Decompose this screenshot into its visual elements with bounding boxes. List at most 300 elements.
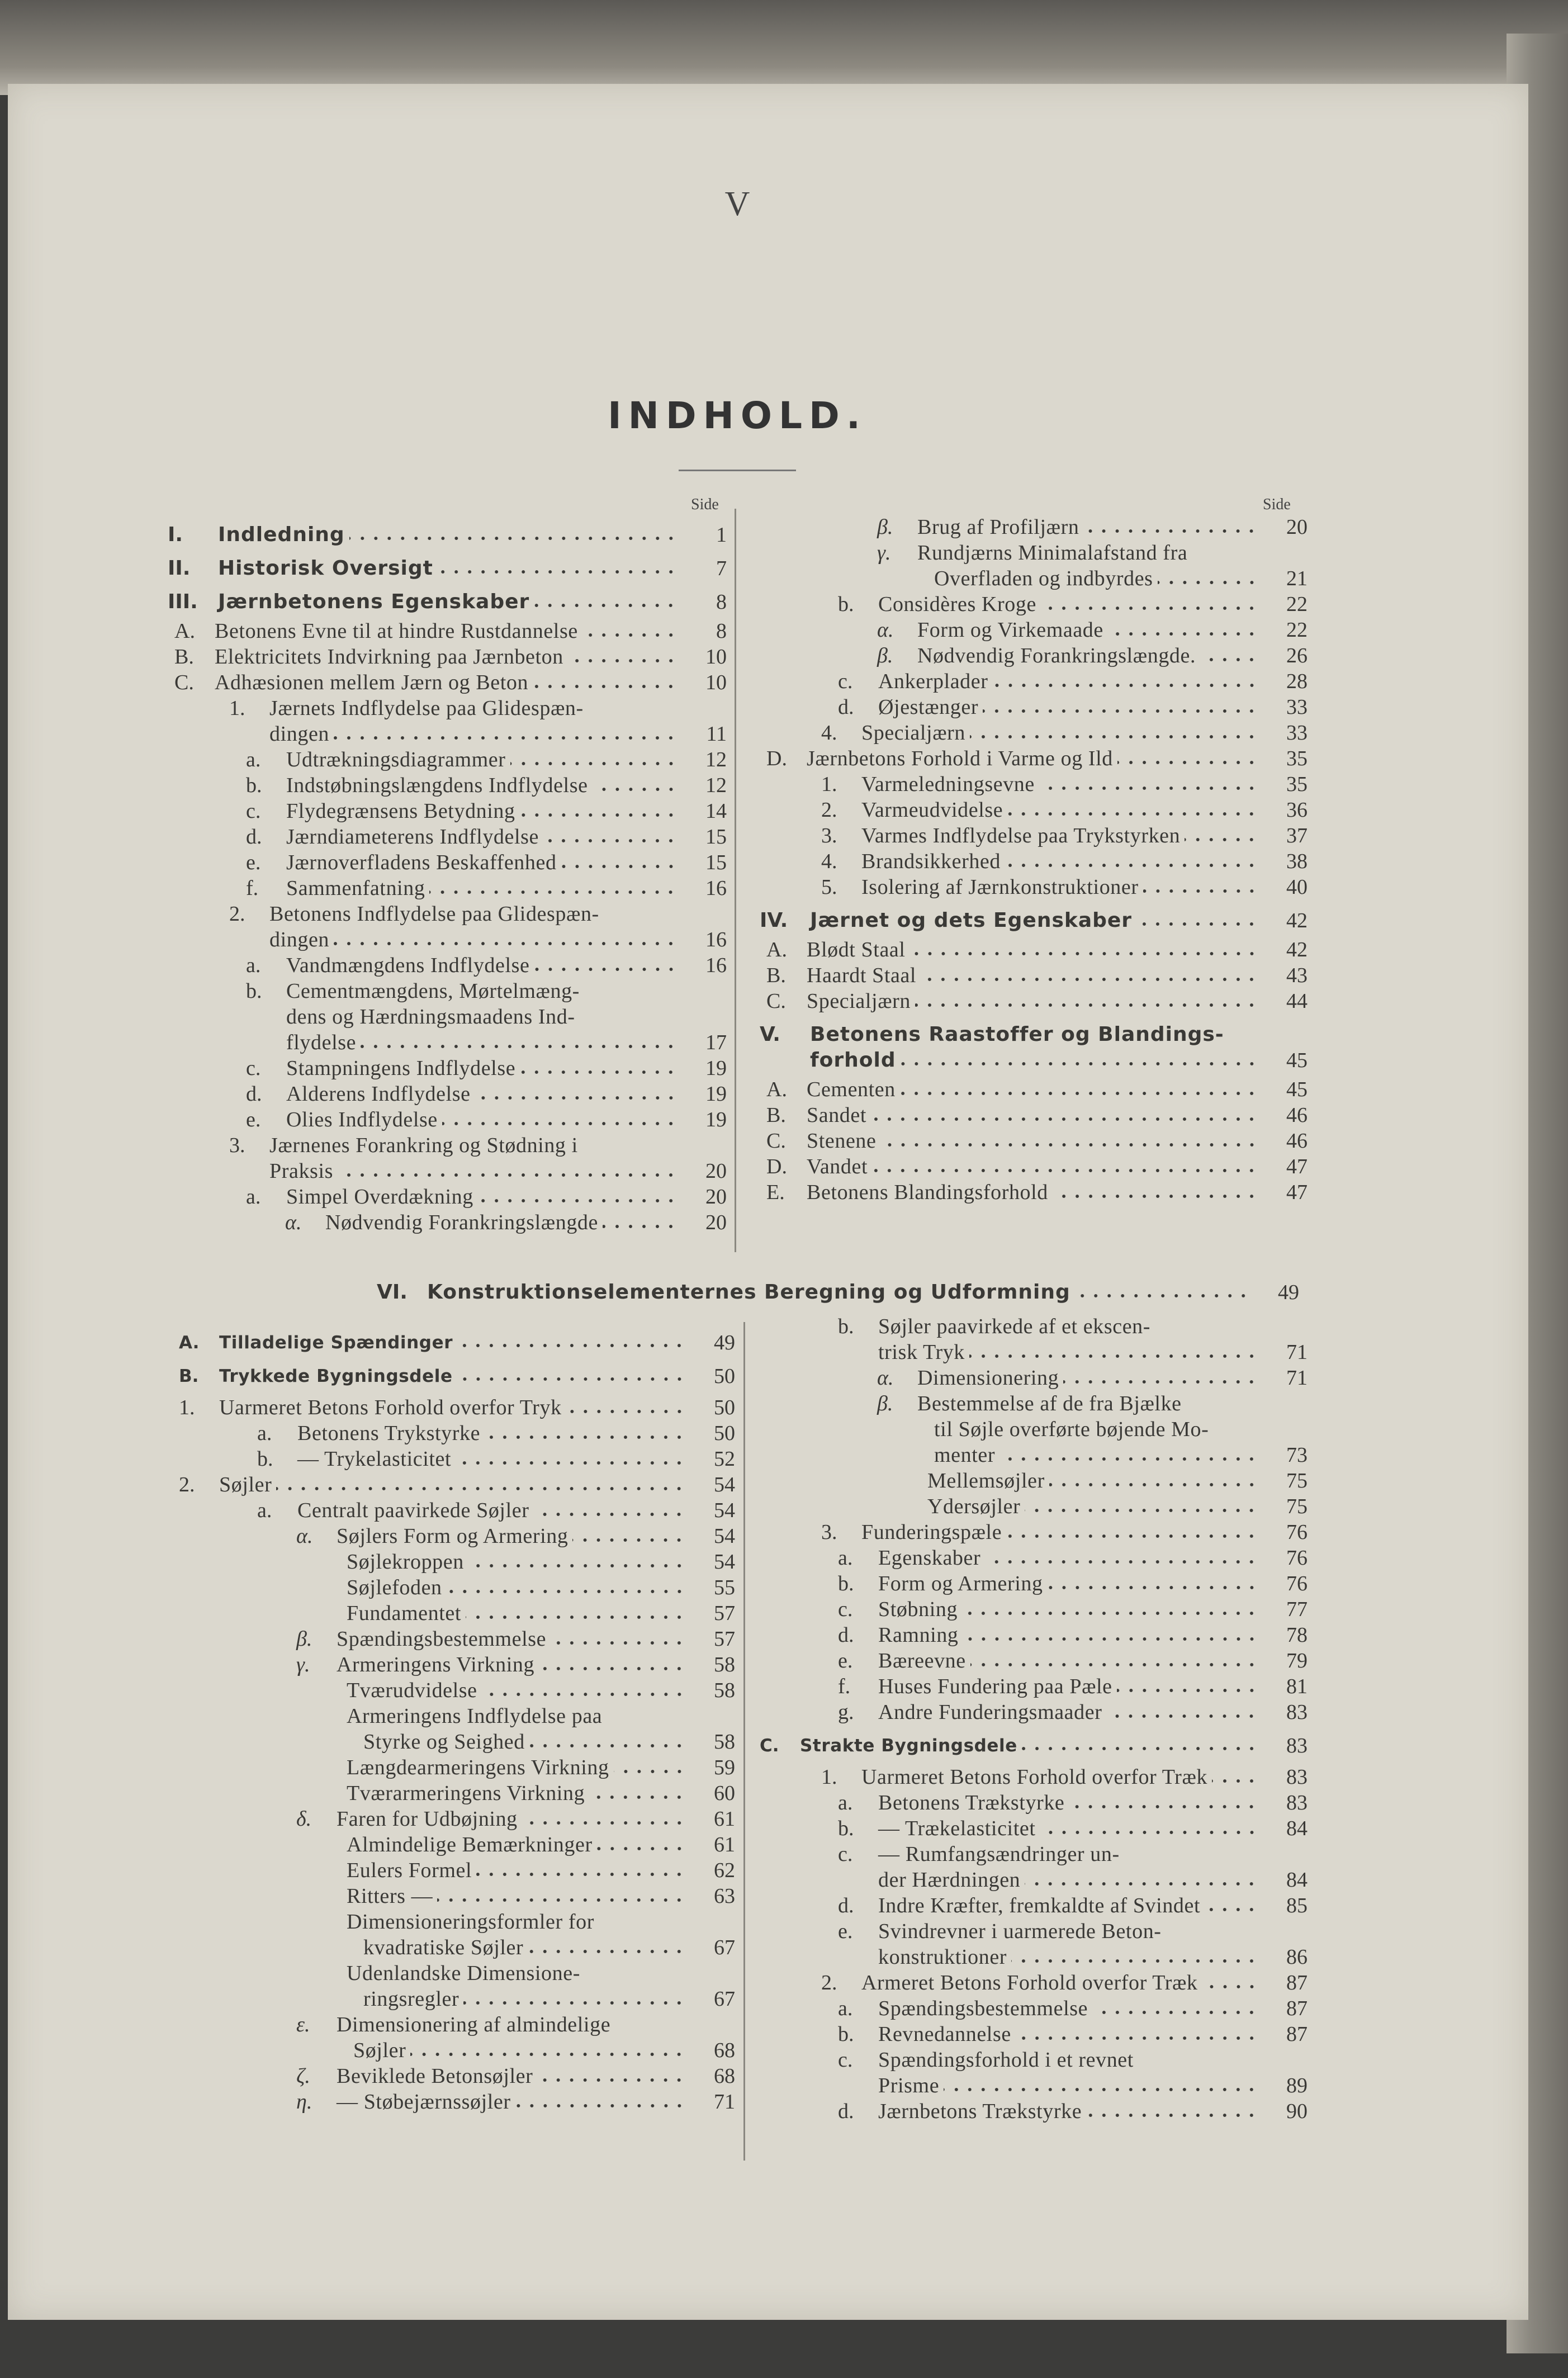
toc-page-number: 60 bbox=[714, 1782, 735, 1805]
dot-leader bbox=[1200, 657, 1258, 662]
dot-leader bbox=[349, 536, 678, 541]
dot-leader bbox=[1053, 1193, 1258, 1199]
toc-entry bbox=[257, 1420, 735, 1446]
toc-entry-label: 1. bbox=[821, 773, 837, 796]
toc-entry-label: 2. bbox=[179, 1473, 195, 1496]
toc-page-number: 12 bbox=[705, 774, 727, 797]
dot-leader bbox=[572, 1537, 686, 1543]
toc-bottom-left-column bbox=[179, 1322, 735, 2115]
toc-entry-title: Stampningens Indflydelse bbox=[286, 1057, 516, 1080]
toc-entry-label: 5. bbox=[821, 875, 837, 899]
toc-page-number: 89 bbox=[1286, 2074, 1308, 2097]
toc-entry-label: b. bbox=[246, 774, 262, 797]
toc-entry-title: Søjlers Form og Armering bbox=[337, 1524, 569, 1548]
dot-leader bbox=[442, 1121, 678, 1126]
toc-page-number: 83 bbox=[1286, 1791, 1308, 1815]
toc-entry bbox=[246, 824, 727, 850]
toc-page-number: 83 bbox=[1286, 1734, 1308, 1758]
toc-entry-label: a. bbox=[257, 1499, 272, 1522]
dot-leader bbox=[1041, 605, 1258, 611]
toc-page-number: 58 bbox=[714, 1653, 735, 1676]
toc-entry-label: D. bbox=[766, 747, 787, 770]
book-page bbox=[8, 84, 1528, 2320]
toc-entry-label: c. bbox=[246, 1057, 261, 1080]
toc-entry bbox=[229, 695, 727, 747]
dot-leader bbox=[534, 603, 678, 608]
toc-entry-title: Ydersøjler bbox=[927, 1495, 1021, 1518]
toc-entry-title: Adhæsionen mellem Jærn og Beton bbox=[215, 671, 529, 694]
toc-page-number: 8 bbox=[716, 590, 727, 614]
toc-entry-title: Spændingsbestemmelse bbox=[337, 1627, 547, 1651]
toc-entry-label: B. bbox=[766, 964, 786, 987]
toc-bottom-right-column bbox=[760, 1314, 1308, 2124]
toc-entry-label: b. bbox=[838, 1315, 854, 1338]
side-label-left: Side bbox=[691, 496, 719, 513]
toc-entry-title: Tværudvidelse bbox=[347, 1679, 477, 1702]
dot-leader bbox=[1005, 863, 1258, 868]
toc-entry bbox=[246, 850, 727, 875]
toc-entry-label: VI. bbox=[377, 1281, 408, 1304]
dot-leader bbox=[597, 1846, 686, 1851]
toc-page-number: 76 bbox=[1286, 1572, 1308, 1595]
toc-entry-label: D. bbox=[766, 1155, 787, 1178]
dot-leader bbox=[915, 1002, 1258, 1008]
toc-entry bbox=[838, 1314, 1308, 1365]
toc-top-left-column bbox=[168, 514, 727, 1235]
dot-leader bbox=[1212, 1778, 1258, 1784]
dot-leader bbox=[962, 1610, 1258, 1616]
toc-page-number: 71 bbox=[714, 2090, 735, 2114]
dot-leader bbox=[476, 1872, 686, 1877]
toc-entry-title: Søjler bbox=[219, 1473, 272, 1496]
toc-page-number: 54 bbox=[714, 1550, 735, 1574]
toc-entry-label: b. bbox=[838, 1817, 854, 1840]
dot-leader bbox=[561, 864, 678, 869]
toc-entry-label: γ. bbox=[296, 1653, 310, 1676]
toc-page-number: 76 bbox=[1286, 1546, 1308, 1570]
toc-entry-title: Funderingspæle bbox=[861, 1520, 1002, 1544]
toc-entry-label: c. bbox=[838, 670, 853, 693]
toc-entry-title: Considères Kroge bbox=[878, 593, 1036, 616]
dot-leader bbox=[566, 1409, 686, 1414]
toc-page-number: 20 bbox=[1286, 515, 1308, 539]
toc-entry-title: Almindelige Bemærkninger bbox=[347, 1833, 593, 1856]
toc-page-number: 57 bbox=[714, 1627, 735, 1651]
toc-entry-title: Dimensionering af almindelige bbox=[337, 2013, 611, 2036]
toc-entry-title: Konstruktionselementernes Beregning og Udformning bbox=[427, 1281, 1070, 1304]
toc-entry bbox=[347, 1909, 735, 1960]
toc-entry-title: Udtrækningsdiagrammer bbox=[286, 748, 506, 771]
page-number: V bbox=[724, 185, 750, 223]
toc-page-number: 50 bbox=[714, 1365, 735, 1388]
toc-entry bbox=[838, 2021, 1308, 2047]
toc-entry-title: Ramning bbox=[878, 1623, 959, 1647]
dot-leader bbox=[1011, 1958, 1258, 1964]
toc-entry-label: II. bbox=[168, 557, 191, 580]
toc-entry bbox=[877, 1365, 1308, 1391]
toc-entry-title: Armeret Betons Forhold overfor Træk bbox=[861, 1971, 1198, 1995]
toc-entry-title: Armeringens Indflydelse paa bbox=[347, 1704, 603, 1728]
dot-leader bbox=[1143, 888, 1258, 894]
toc-entry-title: Eulers Formel bbox=[347, 1859, 472, 1882]
dot-leader bbox=[334, 941, 678, 946]
toc-entry bbox=[766, 1179, 1308, 1205]
toc-entry bbox=[821, 1519, 1308, 1545]
toc-entry-label: A. bbox=[179, 1333, 200, 1353]
toc-entry-title: Brug af Profiljærn bbox=[917, 515, 1079, 539]
toc-page-number: 20 bbox=[705, 1185, 727, 1209]
toc-entry-label: e. bbox=[246, 851, 261, 874]
toc-page-number: 54 bbox=[714, 1473, 735, 1496]
toc-entry-label: β. bbox=[877, 1392, 893, 1415]
toc-entry bbox=[174, 670, 727, 695]
toc-entry-title: Jærnets Indflydelse paa Glidespæn- bbox=[269, 697, 584, 720]
dot-leader bbox=[551, 1640, 686, 1646]
toc-page-number: 42 bbox=[1286, 938, 1308, 961]
toc-entry-title: Betonens Raastoffer og Blandings- bbox=[810, 1023, 1224, 1046]
toc-page-number: 16 bbox=[705, 877, 727, 900]
toc-entry bbox=[760, 908, 1308, 934]
dot-leader bbox=[970, 734, 1258, 740]
dot-leader bbox=[881, 1142, 1259, 1148]
toc-entry-title: Cementen bbox=[807, 1078, 896, 1101]
dot-leader bbox=[466, 1614, 686, 1620]
toc-entry-label: 1. bbox=[821, 1765, 837, 1789]
toc-entry bbox=[347, 1703, 735, 1755]
dot-leader bbox=[614, 1769, 686, 1774]
toc-entry-label: b. bbox=[838, 1572, 854, 1595]
toc-page-number: 85 bbox=[1286, 1894, 1308, 1917]
toc-entry-label: δ. bbox=[296, 1807, 312, 1831]
dot-leader bbox=[1069, 1804, 1258, 1809]
dot-leader bbox=[901, 1061, 1258, 1067]
toc-entry-title: — Støbejærnssøjler bbox=[337, 2090, 511, 2114]
toc-entry-title: Sammenfatning bbox=[286, 877, 425, 900]
toc-entry bbox=[347, 1832, 735, 1858]
toc-entry bbox=[821, 823, 1308, 849]
dot-leader bbox=[1039, 785, 1258, 791]
dot-leader bbox=[983, 708, 1258, 714]
toc-entry-title: Praksis bbox=[269, 1159, 333, 1183]
toc-entry-title: Støbning bbox=[878, 1598, 958, 1621]
toc-entry-title: Betonens Blandingsforhold bbox=[807, 1181, 1048, 1204]
dot-leader bbox=[529, 1743, 686, 1749]
toc-entry-title: flydelse bbox=[286, 1031, 357, 1054]
toc-entry-label: 4. bbox=[821, 721, 837, 745]
dot-leader bbox=[1202, 1984, 1258, 1989]
toc-entry bbox=[838, 1996, 1308, 2021]
toc-entry bbox=[838, 1597, 1308, 1622]
toc-entry bbox=[877, 540, 1308, 591]
dot-leader bbox=[533, 684, 678, 689]
dot-leader bbox=[1108, 631, 1258, 637]
toc-page-number: 22 bbox=[1286, 618, 1308, 642]
toc-entry-title: Spændingsbestemmelse bbox=[878, 1997, 1088, 2020]
toc-entry-label: β. bbox=[877, 515, 893, 539]
toc-entry-title: — Trykelasticitet bbox=[297, 1447, 452, 1471]
toc-page-number: 37 bbox=[1286, 824, 1308, 847]
toc-page-number: 55 bbox=[714, 1576, 735, 1599]
toc-entry-title: Svindrevner i uarmerede Beton- bbox=[878, 1920, 1162, 1943]
toc-entry bbox=[766, 1128, 1308, 1154]
toc-entry-label: B. bbox=[174, 645, 194, 669]
toc-entry-title: trisk Tryk bbox=[878, 1340, 965, 1364]
toc-chapter-vi bbox=[377, 1272, 1299, 1309]
toc-entry bbox=[766, 1077, 1308, 1102]
toc-page-number: 61 bbox=[714, 1833, 735, 1856]
toc-entry-title: konstruktioner bbox=[878, 1945, 1007, 1969]
toc-entry bbox=[838, 669, 1308, 694]
dot-leader bbox=[475, 1095, 678, 1101]
toc-entry-label: d. bbox=[838, 1623, 854, 1647]
toc-page-number: 11 bbox=[706, 722, 727, 746]
toc-entry-label: β. bbox=[296, 1627, 312, 1651]
toc-entry-title: der Hærdningen bbox=[878, 1868, 1021, 1892]
toc-entry bbox=[838, 1816, 1308, 1841]
toc-entry-title: Beviklede Betonsøjler bbox=[337, 2064, 533, 2088]
toc-entry-label: 1. bbox=[229, 697, 245, 720]
toc-entry-title: Jærnbetons Trækstyrke bbox=[878, 2100, 1082, 2123]
toc-entry-title: Varmeudvidelse bbox=[861, 798, 1003, 822]
dot-leader bbox=[921, 977, 1258, 982]
toc-entry-title: — Rumfangsændringer un- bbox=[878, 1842, 1120, 1866]
toc-entry-label: a. bbox=[246, 748, 261, 771]
toc-page-number: 35 bbox=[1286, 773, 1308, 796]
toc-page-number: 20 bbox=[705, 1159, 727, 1183]
toc-entry-label: C. bbox=[766, 989, 786, 1013]
toc-entry-title: Betonens Evne til at hindre Rustdannelse bbox=[215, 619, 578, 643]
toc-entry-label: 1. bbox=[179, 1396, 195, 1419]
toc-entry bbox=[296, 2089, 735, 2115]
toc-entry-title: Trykkede Bygningsdele bbox=[219, 1366, 453, 1386]
toc-entry-title: Stenene bbox=[807, 1129, 877, 1153]
toc-entry-label: c. bbox=[838, 2048, 853, 2072]
toc-entry-label: c. bbox=[838, 1598, 853, 1621]
toc-entry-title: Jærnet og dets Egenskaber bbox=[810, 909, 1133, 932]
toc-entry bbox=[296, 2063, 735, 2089]
dot-leader bbox=[1025, 1881, 1258, 1887]
toc-entry-label: ε. bbox=[296, 2013, 310, 2036]
toc-page-number: 77 bbox=[1286, 1598, 1308, 1621]
dot-leader bbox=[543, 838, 678, 844]
toc-page-number: 28 bbox=[1286, 670, 1308, 693]
toc-page-number: 83 bbox=[1286, 1765, 1308, 1789]
toc-entry bbox=[838, 1648, 1308, 1674]
toc-page-number: 45 bbox=[1286, 1049, 1308, 1072]
toc-entry-title: Dimensionering bbox=[917, 1366, 1059, 1390]
toc-entry-label: 3. bbox=[821, 824, 837, 847]
toc-entry-title: Jærndiameterens Indflydelse bbox=[286, 825, 539, 849]
toc-entry-title: Andre Funderingsmaader bbox=[878, 1700, 1102, 1724]
toc-entry bbox=[347, 1600, 735, 1626]
toc-entry bbox=[168, 522, 727, 548]
toc-entry bbox=[821, 771, 1308, 797]
toc-page-number: 84 bbox=[1286, 1868, 1308, 1892]
dot-leader bbox=[429, 889, 678, 895]
toc-top-right-column bbox=[760, 514, 1308, 1205]
toc-entry-title: Søjlekroppen bbox=[347, 1550, 464, 1574]
toc-entry bbox=[838, 1918, 1308, 1970]
toc-entry-title: Længdearmeringens Virkning bbox=[347, 1756, 609, 1779]
dot-leader bbox=[539, 1666, 686, 1671]
toc-entry-label: a. bbox=[838, 1791, 853, 1815]
toc-entry-title: Ritters — bbox=[347, 1884, 433, 1908]
toc-entry-title: Specialjærn bbox=[861, 721, 966, 745]
page-title: INDHOLD. bbox=[608, 394, 867, 437]
toc-entry bbox=[821, 1970, 1308, 1996]
toc-entry-title: ringsregler bbox=[363, 1987, 459, 2011]
toc-entry-label: C. bbox=[760, 1736, 779, 1756]
toc-entry-title: Indledning bbox=[218, 523, 345, 546]
toc-entry bbox=[766, 746, 1308, 771]
toc-entry bbox=[246, 978, 727, 1055]
toc-entry-label: a. bbox=[838, 1997, 853, 2020]
toc-entry-title: Historisk Oversigt bbox=[218, 557, 433, 580]
toc-entry-title: Flydegrænsens Betydning bbox=[286, 799, 515, 823]
toc-entry bbox=[246, 1107, 727, 1133]
toc-page-number: 35 bbox=[1286, 747, 1308, 770]
toc-entry bbox=[347, 1678, 735, 1703]
toc-entry bbox=[179, 1363, 735, 1389]
toc-entry-title: Haardt Staal bbox=[807, 964, 917, 987]
dot-leader bbox=[276, 1486, 686, 1491]
toc-page-number: 33 bbox=[1286, 721, 1308, 745]
toc-entry bbox=[347, 1755, 735, 1780]
toc-page-number: 21 bbox=[1286, 567, 1308, 590]
toc-entry bbox=[246, 773, 727, 798]
toc-entry-title: Betonens Indflydelse paa Glidespæn- bbox=[269, 902, 599, 926]
toc-entry bbox=[347, 1549, 735, 1575]
toc-entry-title: Tilladelige Spændinger bbox=[219, 1333, 453, 1353]
dot-leader bbox=[482, 1692, 686, 1697]
toc-entry bbox=[838, 1790, 1308, 1816]
toc-page-number: 36 bbox=[1286, 798, 1308, 822]
toc-entry bbox=[257, 1446, 735, 1472]
toc-page-number: 50 bbox=[714, 1396, 735, 1419]
toc-page-number: 86 bbox=[1286, 1945, 1308, 1969]
toc-page-number: 68 bbox=[714, 2064, 735, 2088]
toc-entry-label: e. bbox=[838, 1649, 853, 1673]
dot-leader bbox=[1106, 1713, 1258, 1719]
toc-entry-title: Bæreevne bbox=[878, 1649, 966, 1673]
toc-entry bbox=[179, 1395, 735, 1420]
toc-page-number: 49 bbox=[714, 1331, 735, 1354]
toc-entry-label: b. bbox=[838, 2022, 854, 2046]
toc-page-number: 46 bbox=[1286, 1129, 1308, 1153]
toc-page-number: 52 bbox=[714, 1447, 735, 1471]
toc-page-number: 67 bbox=[714, 1987, 735, 2011]
toc-entry-title: Jærnoverfladens Beskaffenhed bbox=[286, 851, 557, 874]
dot-leader bbox=[334, 735, 678, 741]
toc-entry-label: f. bbox=[838, 1675, 851, 1698]
toc-entry-title: dingen bbox=[269, 722, 330, 746]
toc-page-number: 19 bbox=[705, 1057, 727, 1080]
toc-entry bbox=[246, 953, 727, 978]
toc-entry-label: γ. bbox=[877, 541, 891, 565]
dot-leader bbox=[593, 787, 678, 792]
toc-page-number: 83 bbox=[1286, 1700, 1308, 1724]
toc-entry-title: Nødvendig Forankringslængde bbox=[325, 1211, 598, 1234]
dot-leader bbox=[338, 1172, 678, 1178]
toc-entry-title: Indstøbningslængdens Indflydelse bbox=[286, 774, 588, 797]
dot-leader bbox=[533, 1512, 686, 1517]
toc-entry-label: 4. bbox=[821, 850, 837, 873]
dot-leader bbox=[1117, 760, 1258, 765]
toc-entry-title: Isolering af Jærnkonstruktioner bbox=[861, 875, 1139, 899]
toc-entry-label: g. bbox=[838, 1700, 854, 1724]
toc-entry-title: Egenskaber bbox=[878, 1546, 981, 1570]
toc-entry bbox=[296, 1652, 735, 1678]
dot-leader bbox=[1040, 1830, 1259, 1835]
dot-leader bbox=[520, 1069, 678, 1075]
toc-entry-title: Brandsikkerhed bbox=[861, 850, 1001, 873]
toc-page-number: 40 bbox=[1286, 875, 1308, 899]
toc-page-number: 7 bbox=[716, 557, 727, 580]
dot-leader bbox=[969, 1353, 1258, 1359]
toc-page-number: 15 bbox=[705, 825, 727, 849]
toc-page-number: 62 bbox=[714, 1859, 735, 1882]
toc-entry-label: c. bbox=[838, 1842, 853, 1866]
dot-leader bbox=[1136, 921, 1258, 927]
toc-page-number: 87 bbox=[1286, 1997, 1308, 2020]
toc-entry bbox=[838, 1571, 1308, 1597]
toc-entry bbox=[760, 1733, 1308, 1759]
dot-leader bbox=[1063, 1379, 1258, 1385]
toc-entry-label: E. bbox=[766, 1181, 785, 1204]
toc-entry-label: d. bbox=[246, 825, 262, 849]
toc-page-number: 16 bbox=[705, 928, 727, 951]
toc-entry-label: 2. bbox=[821, 1971, 837, 1995]
toc-page-number: 46 bbox=[1286, 1103, 1308, 1127]
column-divider-bottom bbox=[743, 1322, 745, 2161]
toc-page-number: 84 bbox=[1286, 1817, 1308, 1840]
toc-entry bbox=[760, 1022, 1308, 1073]
toc-entry-label: d. bbox=[246, 1082, 262, 1106]
toc-entry-label: C. bbox=[174, 671, 194, 694]
toc-entry-title: Vandet bbox=[807, 1155, 868, 1178]
toc-entry-label: A. bbox=[174, 619, 195, 643]
dot-leader bbox=[1185, 837, 1258, 842]
toc-page-number: 79 bbox=[1286, 1649, 1308, 1673]
toc-entry-title: Uarmeret Betons Forhold overfor Træk bbox=[861, 1765, 1207, 1789]
toc-entry-title: Betonens Trækstyrke bbox=[878, 1791, 1065, 1815]
dot-leader bbox=[1006, 1533, 1258, 1539]
dot-leader bbox=[410, 2052, 686, 2057]
side-label-right: Side bbox=[1263, 496, 1291, 513]
dot-leader bbox=[963, 1636, 1258, 1642]
toc-entry bbox=[838, 1699, 1308, 1725]
toc-page-number: 42 bbox=[1286, 909, 1308, 932]
toc-entry-title: Søjler bbox=[353, 2039, 406, 2062]
toc-entry-title: Øjestænger bbox=[878, 695, 979, 719]
dot-leader bbox=[1075, 1293, 1250, 1299]
toc-entry bbox=[168, 556, 727, 581]
toc-page-number: 20 bbox=[705, 1211, 727, 1234]
dot-leader bbox=[1049, 1482, 1258, 1488]
toc-entry bbox=[877, 617, 1308, 643]
toc-entry-title: Elektricitets Indvirkning paa Jærnbeton bbox=[215, 645, 563, 669]
toc-entry-title: Sandet bbox=[807, 1103, 867, 1127]
dot-leader bbox=[970, 1662, 1258, 1668]
toc-entry-label: A. bbox=[766, 1078, 787, 1101]
toc-page-number: 57 bbox=[714, 1602, 735, 1625]
toc-page-number: 75 bbox=[1286, 1469, 1308, 1493]
toc-entry-label: d. bbox=[838, 2100, 854, 2123]
toc-entry bbox=[838, 591, 1308, 617]
toc-page-number: 68 bbox=[714, 2039, 735, 2062]
toc-entry bbox=[766, 963, 1308, 988]
toc-entry-title: Ankerplader bbox=[878, 670, 988, 693]
